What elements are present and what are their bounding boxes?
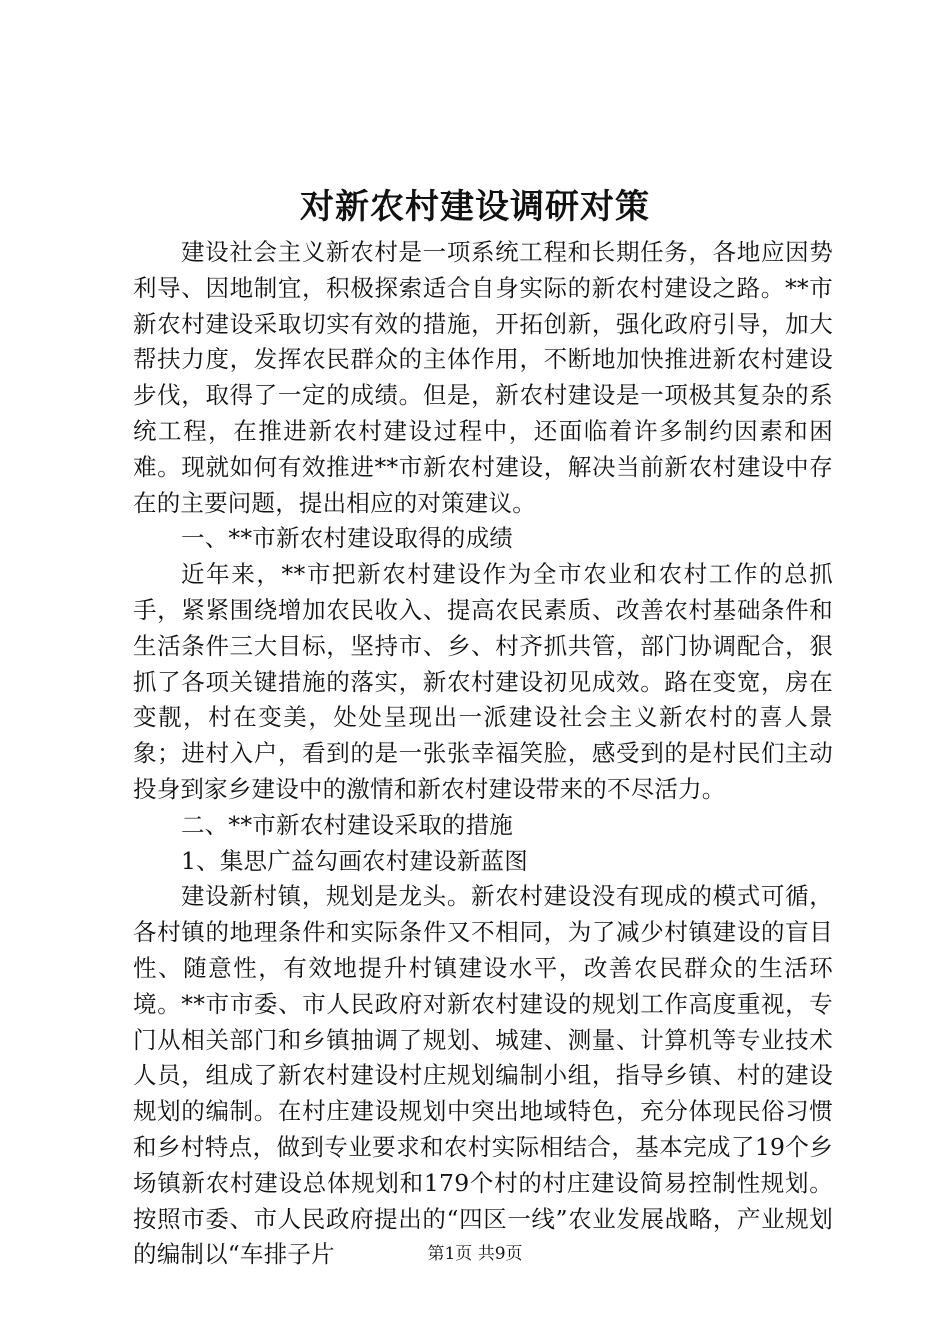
document-body [133, 235, 833, 1273]
subsection-heading-planning: 1、集思广益勾画农村建设新蓝图 [181, 846, 528, 875]
paragraph-achievements: 近年来，**市把新农村建设作为全市农业和农村工作的总抓手，紧紧围绕增加农民收入、提高农民素质、改善农村基础条件和生活条件三大目标，坚持市、乡、村齐抓共管，部门协调配合，狠抓了各项关键措施的落实，新农村建设初见成效。路在变宽，房在变靓，村在变美，处处呈现出一派建设社会主义新农村的喜人景象；进村入户，看到的是一张张幸福笑脸，感受到的是村民们主动投身到家乡建设中的激情和新农村建设带来的不尽活力。 [133, 560, 833, 803]
section-heading-achievements: 一、**市新农村建设取得的成绩 [181, 524, 513, 553]
section-heading-measures: 二、**市新农村建设采取的措施 [181, 810, 513, 839]
document-title: 对新农村建设调研对策 [300, 187, 650, 227]
paragraph-planning: 建设新村镇，规划是龙头。新农村建设没有现成的模式可循，各村镇的地理条件和实际条件又不相同，为了减少村镇建设的盲目性、随意性，有效地提升村镇建设水平，改善农民群众的生活环境。**市市委、市人民政府对新农村建设的规划工作高度重视，专门从相关部门和乡镇抽调了规划、城建、测量、计算机等专业技术人员，组成了新农村建设村庄规划编制小组，指导乡镇、村的建设规划的编制。在村庄建设规划中突出地域特色，充分体现民俗习惯和乡村特点，做到专业要求和农村实际相结合，基本完成了19个乡场镇新农村建设总体规划和179个村的村庄建设简易控制性规划。按照市委、市人民政府提出的“四区一线”农业发展战略，产业规划的编制以“车排子片 [133, 882, 833, 1269]
page-footer: 第1页 共9页 [427, 1244, 523, 1264]
paragraph-intro: 建设社会主义新农村是一项系统工程和长期任务，各地应因势利导、因地制宜，积极探索适合自身实际的新农村建设之路。**市新农村建设采取切实有效的措施，开拓创新，强化政府引导，加大帮扶力度，发挥农民群众的主体作用，不断地加快推进新农村建设步伐，取得了一定的成绩。但是，新农村建设是一项极其复杂的系统工程，在推进新农村建设过程中，还面临着许多制约因素和困难。现就如何有效推进**市新农村建设，解决当前新农村建设中存在的主要问题，提出相应的对策建议。 [133, 238, 833, 517]
